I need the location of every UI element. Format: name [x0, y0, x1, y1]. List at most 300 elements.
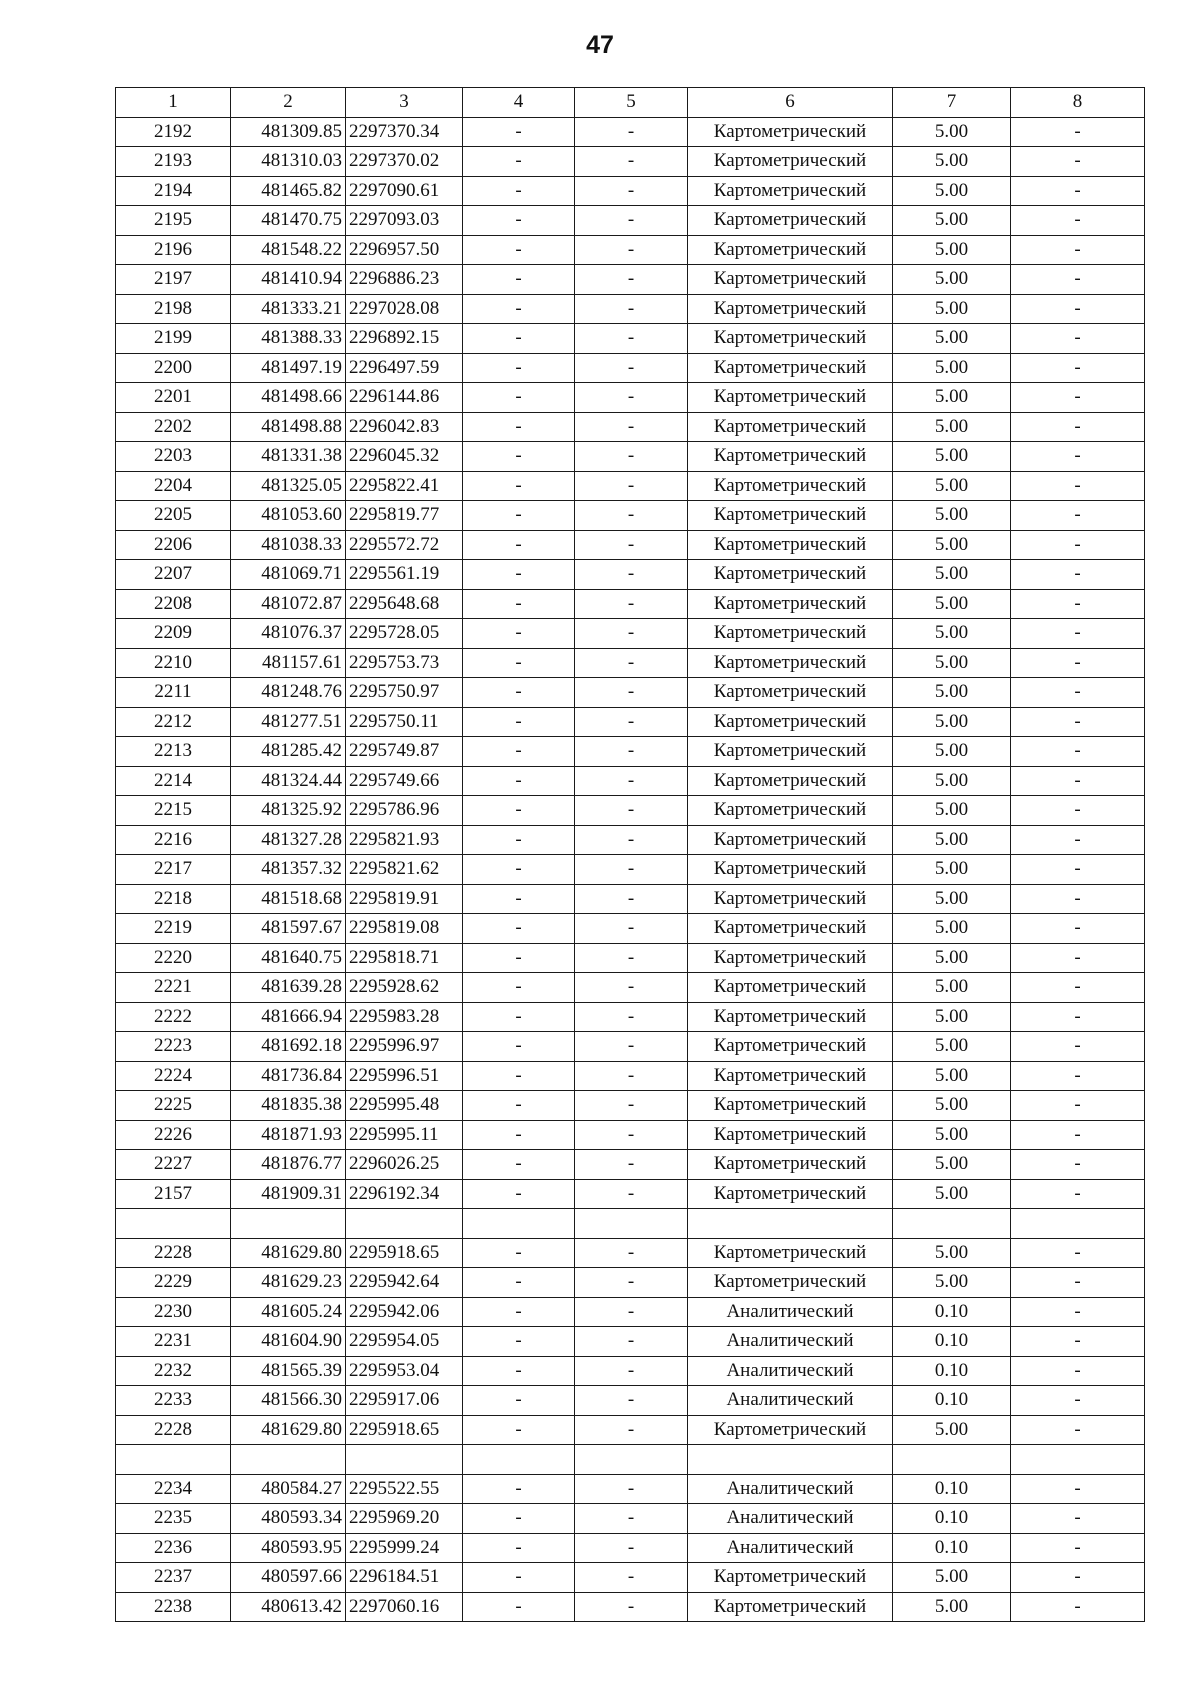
cell-accuracy: 0.10	[893, 1504, 1011, 1534]
cell-col5-value: -	[575, 412, 688, 442]
table-row	[116, 294, 1145, 324]
cell-point-id: 2201	[116, 383, 231, 413]
cell-y-coordinate: 2295917.06	[346, 1386, 463, 1416]
cell-col8-value: -	[1011, 796, 1145, 826]
cell-col4-value: -	[463, 1563, 575, 1593]
cell-method: Картометрический	[688, 1238, 893, 1268]
cell-x-coordinate	[231, 1209, 346, 1239]
cell-accuracy: 5.00	[893, 943, 1011, 973]
cell-point-id: 2233	[116, 1386, 231, 1416]
cell-col4-value: -	[463, 1268, 575, 1298]
cell-col8-value: -	[1011, 530, 1145, 560]
cell-accuracy: 0.10	[893, 1327, 1011, 1357]
table-row	[116, 1327, 1145, 1357]
cell-accuracy: 5.00	[893, 1268, 1011, 1298]
cell-col5-value: -	[575, 619, 688, 649]
cell-col5-value: -	[575, 383, 688, 413]
cell-point-id: 2208	[116, 589, 231, 619]
cell-accuracy: 0.10	[893, 1386, 1011, 1416]
cell-accuracy: 5.00	[893, 1002, 1011, 1032]
table-row	[116, 619, 1145, 649]
cell-y-coordinate: 2297370.02	[346, 147, 463, 177]
table-row	[116, 766, 1145, 796]
column-header-1: 1	[116, 88, 231, 118]
cell-col5-value: -	[575, 855, 688, 885]
cell-y-coordinate: 2297060.16	[346, 1592, 463, 1622]
cell-accuracy: 5.00	[893, 1032, 1011, 1062]
cell-col8-value: -	[1011, 1504, 1145, 1534]
cell-point-id: 2217	[116, 855, 231, 885]
cell-col4-value: -	[463, 530, 575, 560]
cell-method: Картометрический	[688, 471, 893, 501]
cell-point-id: 2230	[116, 1297, 231, 1327]
table-row	[116, 206, 1145, 236]
cell-col4-value: -	[463, 1032, 575, 1062]
cell-method: Картометрический	[688, 442, 893, 472]
cell-col5-value: -	[575, 235, 688, 265]
cell-accuracy	[893, 1209, 1011, 1239]
cell-col8-value: -	[1011, 943, 1145, 973]
cell-y-coordinate: 2296957.50	[346, 235, 463, 265]
cell-col4-value: -	[463, 1297, 575, 1327]
cell-y-coordinate: 2295818.71	[346, 943, 463, 973]
cell-method: Картометрический	[688, 147, 893, 177]
cell-point-id: 2224	[116, 1061, 231, 1091]
cell-col5-value: -	[575, 1504, 688, 1534]
cell-point-id: 2198	[116, 294, 231, 324]
cell-point-id	[116, 1209, 231, 1239]
cell-point-id	[116, 1445, 231, 1475]
cell-accuracy: 5.00	[893, 707, 1011, 737]
table-row	[116, 1386, 1145, 1416]
column-header-7: 7	[893, 88, 1011, 118]
cell-col4-value: -	[463, 176, 575, 206]
cell-col4-value: -	[463, 1415, 575, 1445]
cell-col4-value: -	[463, 1120, 575, 1150]
cell-col5-value: -	[575, 884, 688, 914]
cell-y-coordinate: 2295750.97	[346, 678, 463, 708]
cell-accuracy: 0.10	[893, 1474, 1011, 1504]
cell-col8-value: -	[1011, 707, 1145, 737]
cell-y-coordinate: 2297093.03	[346, 206, 463, 236]
cell-y-coordinate: 2295648.68	[346, 589, 463, 619]
cell-col5-value: -	[575, 471, 688, 501]
cell-y-coordinate: 2295561.19	[346, 560, 463, 590]
coordinates-table	[115, 87, 1145, 1622]
cell-col8-value: -	[1011, 766, 1145, 796]
cell-x-coordinate: 481325.92	[231, 796, 346, 826]
cell-col5-value: -	[575, 796, 688, 826]
cell-point-id: 2195	[116, 206, 231, 236]
table-row	[116, 176, 1145, 206]
cell-accuracy: 5.00	[893, 1592, 1011, 1622]
cell-method	[688, 1445, 893, 1475]
cell-x-coordinate: 480593.95	[231, 1533, 346, 1563]
cell-x-coordinate: 481604.90	[231, 1327, 346, 1357]
cell-accuracy: 5.00	[893, 796, 1011, 826]
cell-col5-value: -	[575, 973, 688, 1003]
cell-y-coordinate: 2296184.51	[346, 1563, 463, 1593]
column-header-8: 8	[1011, 88, 1145, 118]
cell-accuracy: 5.00	[893, 294, 1011, 324]
cell-y-coordinate: 2295918.65	[346, 1238, 463, 1268]
cell-col8-value: -	[1011, 678, 1145, 708]
cell-point-id: 2210	[116, 648, 231, 678]
table-row	[116, 589, 1145, 619]
table-row	[116, 117, 1145, 147]
cell-method: Картометрический	[688, 855, 893, 885]
cell-col5-value: -	[575, 1356, 688, 1386]
cell-col8-value: -	[1011, 1356, 1145, 1386]
cell-col4-value: -	[463, 914, 575, 944]
cell-accuracy: 5.00	[893, 678, 1011, 708]
cell-col8-value: -	[1011, 914, 1145, 944]
cell-y-coordinate	[346, 1209, 463, 1239]
cell-x-coordinate: 481038.33	[231, 530, 346, 560]
cell-y-coordinate: 2295522.55	[346, 1474, 463, 1504]
cell-accuracy: 5.00	[893, 914, 1011, 944]
cell-method: Картометрический	[688, 206, 893, 236]
cell-method: Картометрический	[688, 943, 893, 973]
cell-col4-value: -	[463, 206, 575, 236]
cell-method	[688, 1209, 893, 1239]
cell-point-id: 2228	[116, 1415, 231, 1445]
cell-col5-value: -	[575, 1002, 688, 1032]
cell-accuracy: 5.00	[893, 206, 1011, 236]
cell-x-coordinate	[231, 1445, 346, 1475]
cell-point-id: 2212	[116, 707, 231, 737]
cell-point-id: 2203	[116, 442, 231, 472]
cell-y-coordinate: 2296886.23	[346, 265, 463, 295]
cell-accuracy: 5.00	[893, 973, 1011, 1003]
cell-accuracy: 5.00	[893, 176, 1011, 206]
cell-col4-value: -	[463, 589, 575, 619]
cell-x-coordinate: 481835.38	[231, 1091, 346, 1121]
cell-col4-value: -	[463, 501, 575, 531]
cell-x-coordinate: 481309.85	[231, 117, 346, 147]
cell-method: Аналитический	[688, 1504, 893, 1534]
cell-x-coordinate: 481548.22	[231, 235, 346, 265]
cell-method: Аналитический	[688, 1386, 893, 1416]
cell-y-coordinate: 2295819.08	[346, 914, 463, 944]
table-row	[116, 943, 1145, 973]
cell-col8-value: -	[1011, 147, 1145, 177]
table-row	[116, 324, 1145, 354]
cell-x-coordinate: 481640.75	[231, 943, 346, 973]
cell-method: Аналитический	[688, 1297, 893, 1327]
cell-col5-value: -	[575, 1592, 688, 1622]
cell-accuracy: 5.00	[893, 1179, 1011, 1209]
table-row	[116, 1120, 1145, 1150]
cell-col8-value: -	[1011, 353, 1145, 383]
cell-y-coordinate: 2295954.05	[346, 1327, 463, 1357]
cell-method: Картометрический	[688, 1120, 893, 1150]
cell-method: Картометрический	[688, 324, 893, 354]
cell-col4-value: -	[463, 884, 575, 914]
cell-point-id: 2157	[116, 1179, 231, 1209]
cell-point-id: 2231	[116, 1327, 231, 1357]
cell-col8-value: -	[1011, 1120, 1145, 1150]
cell-col8-value: -	[1011, 1061, 1145, 1091]
table-row	[116, 265, 1145, 295]
cell-y-coordinate: 2295819.77	[346, 501, 463, 531]
cell-col8-value: -	[1011, 884, 1145, 914]
cell-y-coordinate: 2295572.72	[346, 530, 463, 560]
cell-method: Картометрический	[688, 914, 893, 944]
cell-col8-value: -	[1011, 501, 1145, 531]
cell-col4-value: -	[463, 707, 575, 737]
cell-x-coordinate: 481876.77	[231, 1150, 346, 1180]
cell-col5-value: -	[575, 206, 688, 236]
cell-accuracy: 5.00	[893, 1415, 1011, 1445]
cell-col8-value: -	[1011, 1474, 1145, 1504]
table-header	[116, 88, 1145, 118]
cell-col5-value: -	[575, 294, 688, 324]
cell-method: Картометрический	[688, 766, 893, 796]
cell-col5-value: -	[575, 442, 688, 472]
cell-col4-value	[463, 1209, 575, 1239]
cell-accuracy: 5.00	[893, 589, 1011, 619]
cell-col4-value: -	[463, 471, 575, 501]
cell-method: Картометрический	[688, 1415, 893, 1445]
cell-col5-value: -	[575, 530, 688, 560]
cell-col4-value: -	[463, 353, 575, 383]
table-row	[116, 412, 1145, 442]
cell-x-coordinate: 481565.39	[231, 1356, 346, 1386]
cell-x-coordinate: 480597.66	[231, 1563, 346, 1593]
cell-method: Картометрический	[688, 560, 893, 590]
cell-col4-value: -	[463, 1150, 575, 1180]
cell-accuracy: 5.00	[893, 324, 1011, 354]
table-row	[116, 1002, 1145, 1032]
cell-col8-value	[1011, 1209, 1145, 1239]
table-row	[116, 1150, 1145, 1180]
cell-col8-value: -	[1011, 1297, 1145, 1327]
cell-col5-value: -	[575, 1327, 688, 1357]
cell-x-coordinate: 481629.80	[231, 1238, 346, 1268]
cell-method: Картометрический	[688, 383, 893, 413]
cell-point-id: 2225	[116, 1091, 231, 1121]
cell-col5-value: -	[575, 1268, 688, 1298]
cell-col4-value: -	[463, 825, 575, 855]
cell-x-coordinate: 481333.21	[231, 294, 346, 324]
cell-point-id: 2202	[116, 412, 231, 442]
cell-x-coordinate: 481909.31	[231, 1179, 346, 1209]
cell-col5-value: -	[575, 324, 688, 354]
cell-point-id: 2218	[116, 884, 231, 914]
cell-col4-value: -	[463, 442, 575, 472]
cell-col4-value: -	[463, 796, 575, 826]
cell-col8-value: -	[1011, 648, 1145, 678]
column-header-5: 5	[575, 88, 688, 118]
cell-y-coordinate: 2297028.08	[346, 294, 463, 324]
cell-method: Картометрический	[688, 265, 893, 295]
cell-method: Картометрический	[688, 412, 893, 442]
cell-method: Картометрический	[688, 825, 893, 855]
cell-col5-value: -	[575, 1415, 688, 1445]
cell-x-coordinate: 481277.51	[231, 707, 346, 737]
cell-x-coordinate: 481871.93	[231, 1120, 346, 1150]
cell-x-coordinate: 481069.71	[231, 560, 346, 590]
table-row	[116, 1563, 1145, 1593]
cell-x-coordinate: 480584.27	[231, 1474, 346, 1504]
cell-accuracy: 5.00	[893, 737, 1011, 767]
page-number: 47	[586, 31, 614, 59]
cell-col8-value: -	[1011, 1592, 1145, 1622]
cell-y-coordinate: 2295928.62	[346, 973, 463, 1003]
cell-y-coordinate: 2295728.05	[346, 619, 463, 649]
cell-accuracy: 5.00	[893, 1563, 1011, 1593]
cell-accuracy: 5.00	[893, 1150, 1011, 1180]
cell-point-id: 2227	[116, 1150, 231, 1180]
cell-y-coordinate: 2295819.91	[346, 884, 463, 914]
cell-point-id: 2236	[116, 1533, 231, 1563]
cell-y-coordinate: 2296144.86	[346, 383, 463, 413]
cell-col8-value: -	[1011, 471, 1145, 501]
cell-col8-value: -	[1011, 176, 1145, 206]
cell-method: Картометрический	[688, 1002, 893, 1032]
cell-point-id: 2234	[116, 1474, 231, 1504]
cell-col8-value: -	[1011, 1091, 1145, 1121]
cell-col4-value: -	[463, 147, 575, 177]
cell-method: Картометрический	[688, 678, 893, 708]
table-row	[116, 1445, 1145, 1475]
table-row	[116, 1091, 1145, 1121]
cell-col5-value	[575, 1445, 688, 1475]
cell-col8-value: -	[1011, 1150, 1145, 1180]
cell-accuracy: 5.00	[893, 884, 1011, 914]
cell-y-coordinate: 2295821.93	[346, 825, 463, 855]
cell-col8-value: -	[1011, 825, 1145, 855]
cell-method: Картометрический	[688, 530, 893, 560]
cell-accuracy	[893, 1445, 1011, 1475]
cell-col5-value: -	[575, 648, 688, 678]
cell-y-coordinate: 2296192.34	[346, 1179, 463, 1209]
cell-y-coordinate: 2295918.65	[346, 1415, 463, 1445]
cell-point-id: 2204	[116, 471, 231, 501]
cell-y-coordinate: 2297370.34	[346, 117, 463, 147]
cell-y-coordinate: 2295953.04	[346, 1356, 463, 1386]
table-row	[116, 530, 1145, 560]
table-row	[116, 353, 1145, 383]
cell-point-id: 2209	[116, 619, 231, 649]
cell-accuracy: 5.00	[893, 412, 1011, 442]
cell-x-coordinate: 481357.32	[231, 855, 346, 885]
cell-col5-value: -	[575, 943, 688, 973]
cell-x-coordinate: 481410.94	[231, 265, 346, 295]
table-row	[116, 1415, 1145, 1445]
cell-col4-value: -	[463, 412, 575, 442]
cell-y-coordinate: 2295750.11	[346, 707, 463, 737]
cell-col5-value: -	[575, 1238, 688, 1268]
cell-y-coordinate: 2295999.24	[346, 1533, 463, 1563]
cell-col5-value: -	[575, 766, 688, 796]
cell-method: Картометрический	[688, 1032, 893, 1062]
cell-accuracy: 5.00	[893, 1091, 1011, 1121]
cell-method: Картометрический	[688, 619, 893, 649]
cell-y-coordinate: 2295749.66	[346, 766, 463, 796]
cell-col8-value: -	[1011, 294, 1145, 324]
cell-col4-value: -	[463, 1504, 575, 1534]
cell-accuracy: 5.00	[893, 501, 1011, 531]
cell-accuracy: 0.10	[893, 1297, 1011, 1327]
cell-accuracy: 5.00	[893, 619, 1011, 649]
cell-y-coordinate: 2296497.59	[346, 353, 463, 383]
cell-y-coordinate: 2295821.62	[346, 855, 463, 885]
cell-col8-value: -	[1011, 1563, 1145, 1593]
cell-y-coordinate: 2295995.48	[346, 1091, 463, 1121]
cell-col8-value: -	[1011, 324, 1145, 354]
table-row	[116, 235, 1145, 265]
table-row	[116, 383, 1145, 413]
cell-col8-value: -	[1011, 117, 1145, 147]
cell-point-id: 2193	[116, 147, 231, 177]
cell-col8-value: -	[1011, 412, 1145, 442]
cell-col8-value: -	[1011, 206, 1145, 236]
cell-col8-value: -	[1011, 1238, 1145, 1268]
cell-col4-value: -	[463, 855, 575, 885]
cell-col4-value: -	[463, 560, 575, 590]
cell-point-id: 2197	[116, 265, 231, 295]
cell-method: Аналитический	[688, 1327, 893, 1357]
table-row	[116, 678, 1145, 708]
table-row	[116, 825, 1145, 855]
cell-x-coordinate: 481248.76	[231, 678, 346, 708]
cell-col5-value: -	[575, 560, 688, 590]
table-row	[116, 501, 1145, 531]
cell-col5-value: -	[575, 147, 688, 177]
cell-point-id: 2223	[116, 1032, 231, 1062]
cell-method: Картометрический	[688, 117, 893, 147]
cell-method: Картометрический	[688, 235, 893, 265]
table-row	[116, 1504, 1145, 1534]
cell-method: Картометрический	[688, 1091, 893, 1121]
cell-point-id: 2221	[116, 973, 231, 1003]
cell-col4-value: -	[463, 1474, 575, 1504]
cell-col8-value: -	[1011, 1533, 1145, 1563]
cell-col4-value: -	[463, 1002, 575, 1032]
cell-col5-value: -	[575, 914, 688, 944]
cell-point-id: 2216	[116, 825, 231, 855]
table-row	[116, 1592, 1145, 1622]
cell-col5-value: -	[575, 1091, 688, 1121]
cell-x-coordinate: 481331.38	[231, 442, 346, 472]
cell-x-coordinate: 481605.24	[231, 1297, 346, 1327]
cell-y-coordinate: 2296042.83	[346, 412, 463, 442]
cell-col5-value: -	[575, 1533, 688, 1563]
cell-point-id: 2238	[116, 1592, 231, 1622]
cell-y-coordinate: 2296026.25	[346, 1150, 463, 1180]
cell-y-coordinate: 2295996.51	[346, 1061, 463, 1091]
cell-col4-value: -	[463, 1061, 575, 1091]
cell-accuracy: 5.00	[893, 1061, 1011, 1091]
cell-col4-value: -	[463, 766, 575, 796]
cell-col4-value: -	[463, 324, 575, 354]
cell-point-id: 2220	[116, 943, 231, 973]
cell-method: Аналитический	[688, 1533, 893, 1563]
cell-y-coordinate	[346, 1445, 463, 1475]
cell-y-coordinate: 2295942.06	[346, 1297, 463, 1327]
cell-point-id: 2211	[116, 678, 231, 708]
cell-x-coordinate: 481666.94	[231, 1002, 346, 1032]
cell-accuracy: 5.00	[893, 855, 1011, 885]
cell-x-coordinate: 481324.44	[231, 766, 346, 796]
cell-col4-value: -	[463, 737, 575, 767]
cell-point-id: 2229	[116, 1268, 231, 1298]
cell-col5-value	[575, 1209, 688, 1239]
cell-method: Картометрический	[688, 737, 893, 767]
cell-y-coordinate: 2296045.32	[346, 442, 463, 472]
